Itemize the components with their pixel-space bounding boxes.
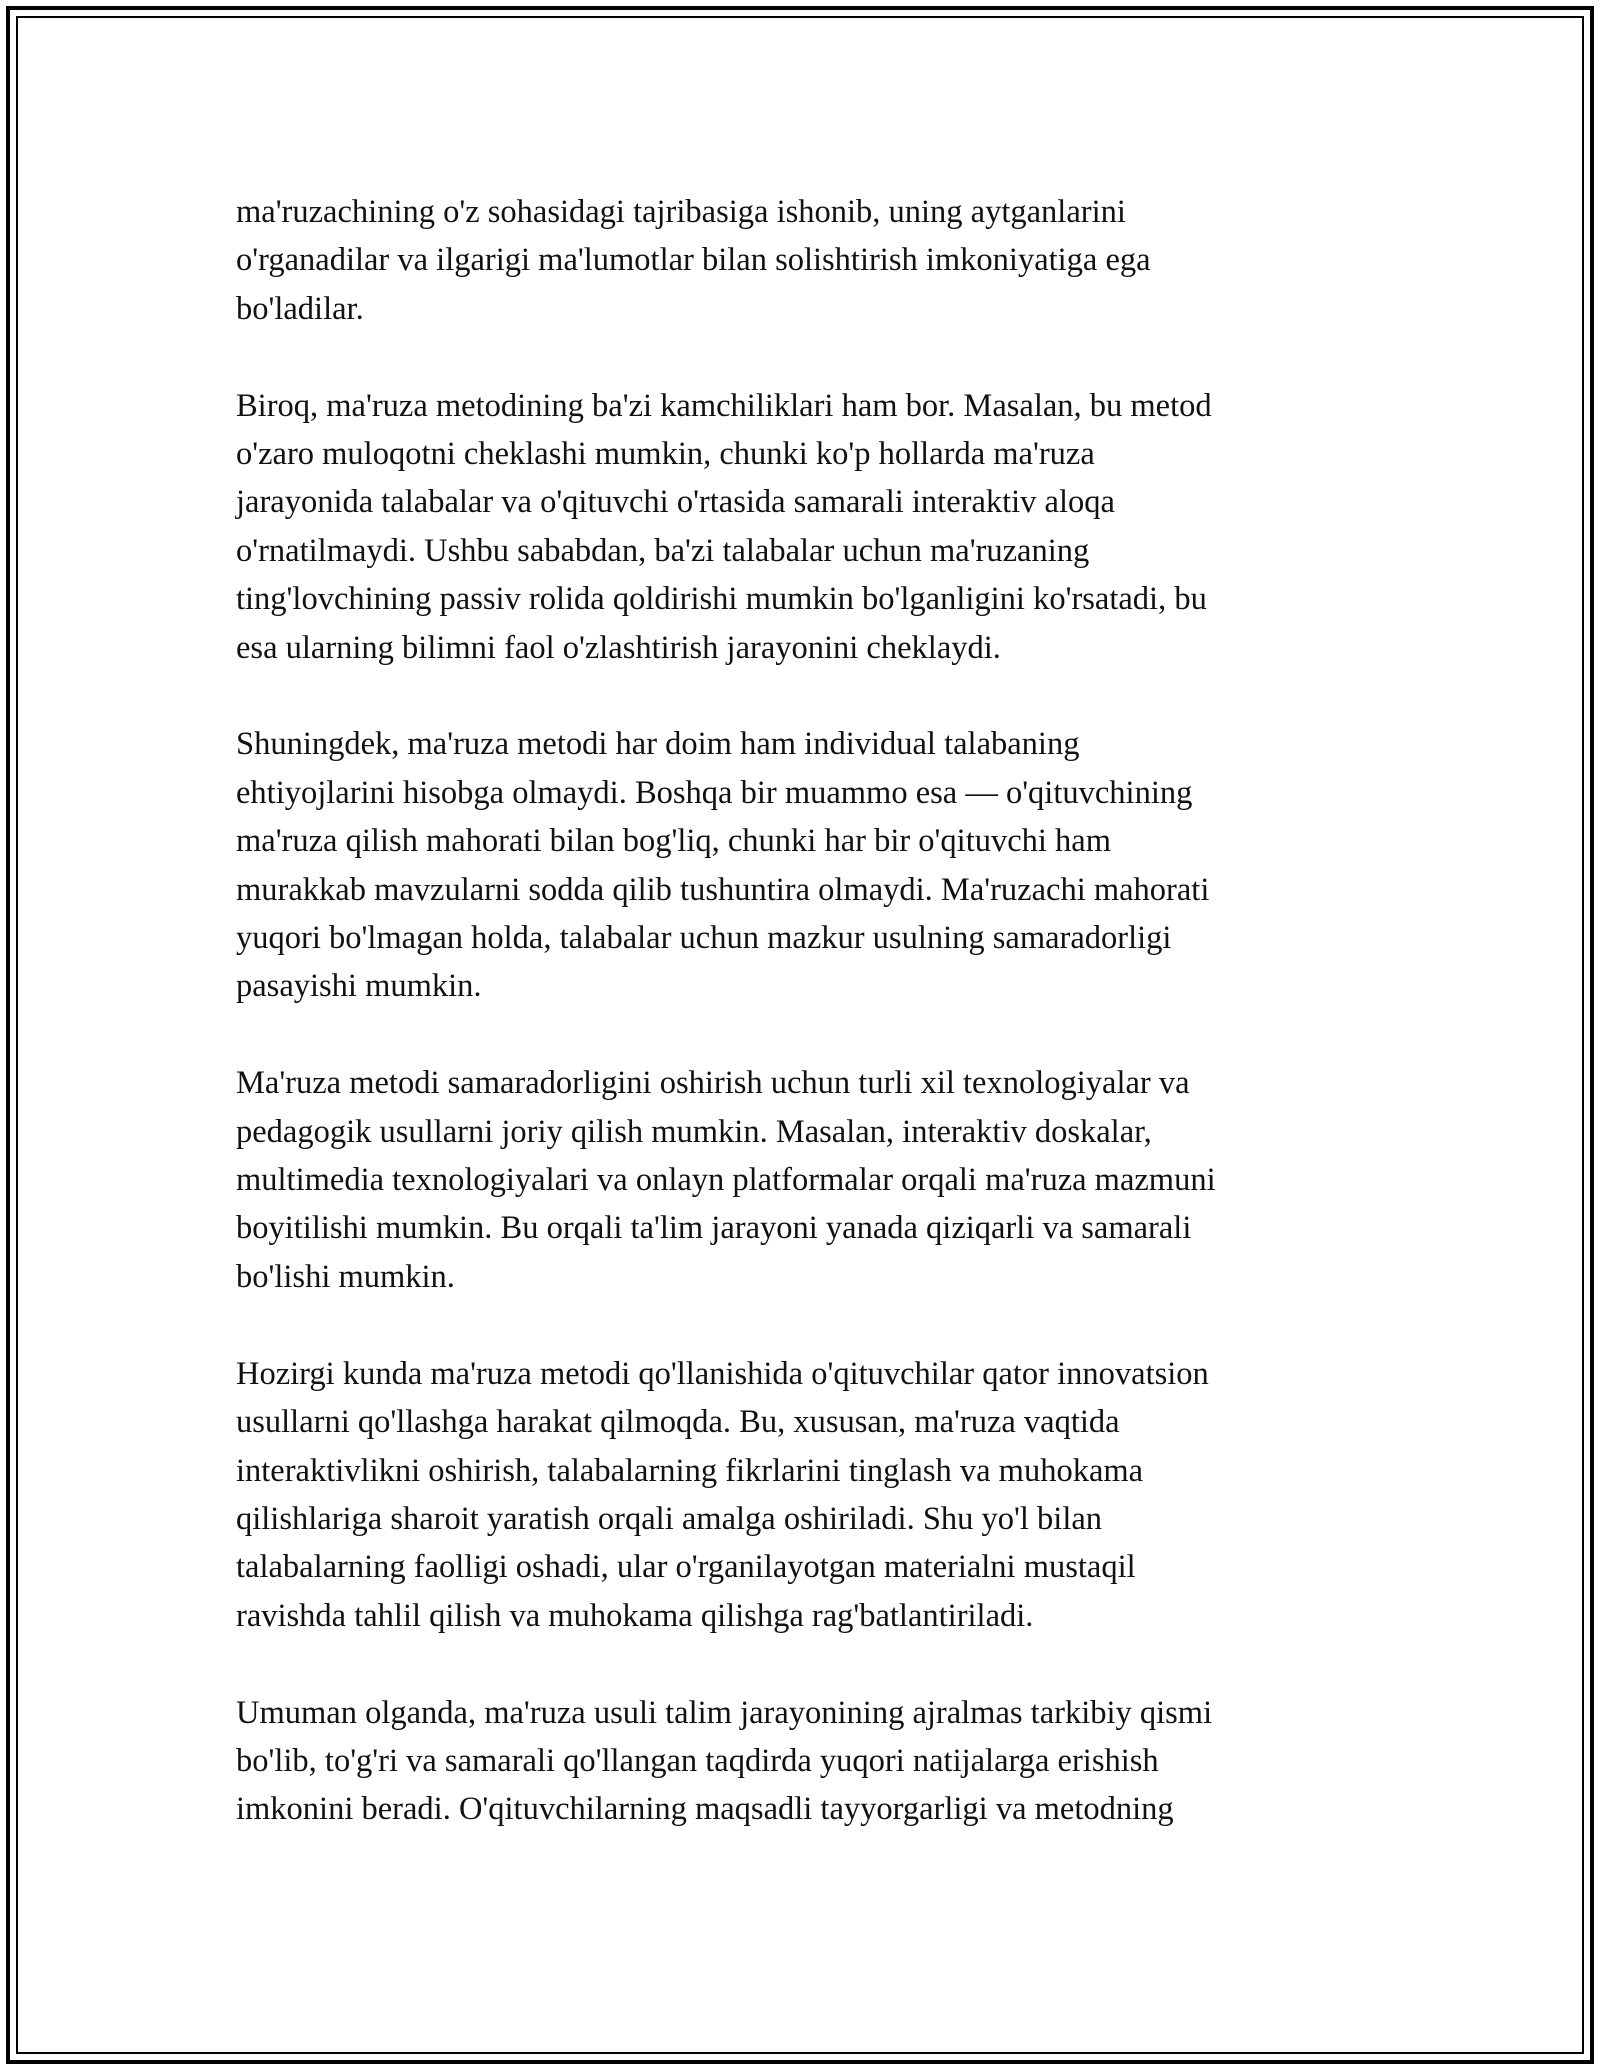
text-line: ma'ruzachining o'z sohasidagi tajribasiga ishonib, uning aytganlarini bbox=[236, 194, 1126, 230]
text-line: ting'lovchining passiv rolida qoldirishi mumkin bo'lganligini ko'rsatadi, bu bbox=[236, 581, 1207, 618]
text-line: bo'ladilar. bbox=[236, 290, 364, 327]
text-line: yuqori bo'lmagan holda, talabalar uchun mazkur usulning samaradorligi bbox=[236, 920, 1172, 957]
text-line: interaktivlikni oshirish, talabalarning fikrlarini tinglash va muhokama bbox=[236, 1452, 1144, 1489]
document-body bbox=[236, 188, 1356, 1882]
paragraph-2 bbox=[236, 382, 1356, 672]
text-line: o'zaro muloqotni cheklashi mumkin, chunki ko'p hollarda ma'ruza bbox=[236, 436, 1095, 473]
text-line: Hozirgi kunda ma'ruza metodi qo'llanishida o'qituvchilar qator innovatsion bbox=[236, 1355, 1209, 1392]
text-line: boyitilishi mumkin. Bu orqali ta'lim jarayoni yanada qiziqarli va samarali bbox=[236, 1210, 1192, 1247]
paragraph-5 bbox=[236, 1350, 1356, 1640]
text-line: talabalarning faolligi oshadi, ular o'rganilayotgan materialni mustaqil bbox=[236, 1549, 1136, 1586]
text-line: ma'ruza qilish mahorati bilan bog'liq, chunki har bir o'qituvchi ham bbox=[236, 823, 1112, 860]
text-line: multimedia texnologiyalari va onlayn platformalar orqali ma'ruza mazmuni bbox=[236, 1162, 1216, 1199]
text-line: Umuman olganda, ma'ruza usuli talim jarayonining ajralmas tarkibiy qismi bbox=[236, 1694, 1213, 1731]
text-line: usullarni qo'llashga harakat qilmoqda. Bu, xususan, ma'ruza vaqtida bbox=[236, 1404, 1120, 1441]
text-line: bo'lib, to'g'ri va samarali qo'llangan taqdirda yuqori natijalarga erishish bbox=[236, 1742, 1159, 1779]
text-line: jarayonida talabalar va o'qituvchi o'rtasida samarali interaktiv aloqa bbox=[236, 484, 1115, 521]
text-line: imkonini beradi. O'qituvchilarning maqsadli tayyorgarligi va metodning bbox=[236, 1791, 1174, 1828]
text-line: o'rnatilmaydi. Ushbu sababdan, ba'zi talabalar uchun ma'ruzaning bbox=[236, 532, 1090, 569]
paragraph-6 bbox=[236, 1689, 1356, 1834]
text-line: Ma'ruza metodi samaradorligini oshirish uchun turli xil texnologiyalar va bbox=[236, 1065, 1190, 1102]
paragraph-1 bbox=[236, 188, 1356, 333]
text-line: ehtiyojlarini hisobga olmaydi. Boshqa bir muammo esa — o'qituvchining bbox=[236, 774, 1193, 811]
paragraph-3 bbox=[236, 720, 1356, 1010]
text-line: o'rganadilar va ilgarigi ma'lumotlar bilan solishtirish imkoniyatiga ega bbox=[236, 242, 1151, 279]
text-line: Biroq, ma'ruza metodining ba'zi kamchiliklari ham bor. Masalan, bu metod bbox=[236, 387, 1212, 424]
text-line: murakkab mavzularni sodda qilib tushuntira olmaydi. Ma'ruzachi mahorati bbox=[236, 871, 1210, 908]
text-line: pedagogik usullarni joriy qilish mumkin. Masalan, interaktiv doskalar, bbox=[236, 1113, 1152, 1150]
text-line: bo'lishi mumkin. bbox=[236, 1258, 455, 1295]
text-line: esa ularning bilimni faol o'zlashtirish jarayonini cheklaydi. bbox=[236, 629, 1001, 666]
text-line: ravishda tahlil qilish va muhokama qilishga rag'batlantiriladi. bbox=[236, 1597, 1034, 1634]
text-line: pasayishi mumkin. bbox=[236, 968, 482, 1005]
text-line: Shuningdek, ma'ruza metodi har doim ham individual talabaning bbox=[236, 726, 1080, 763]
text-line: qilishlariga sharoit yaratish orqali amalga oshiriladi. Shu yo'l bilan bbox=[236, 1500, 1103, 1537]
paragraph-4 bbox=[236, 1059, 1356, 1301]
